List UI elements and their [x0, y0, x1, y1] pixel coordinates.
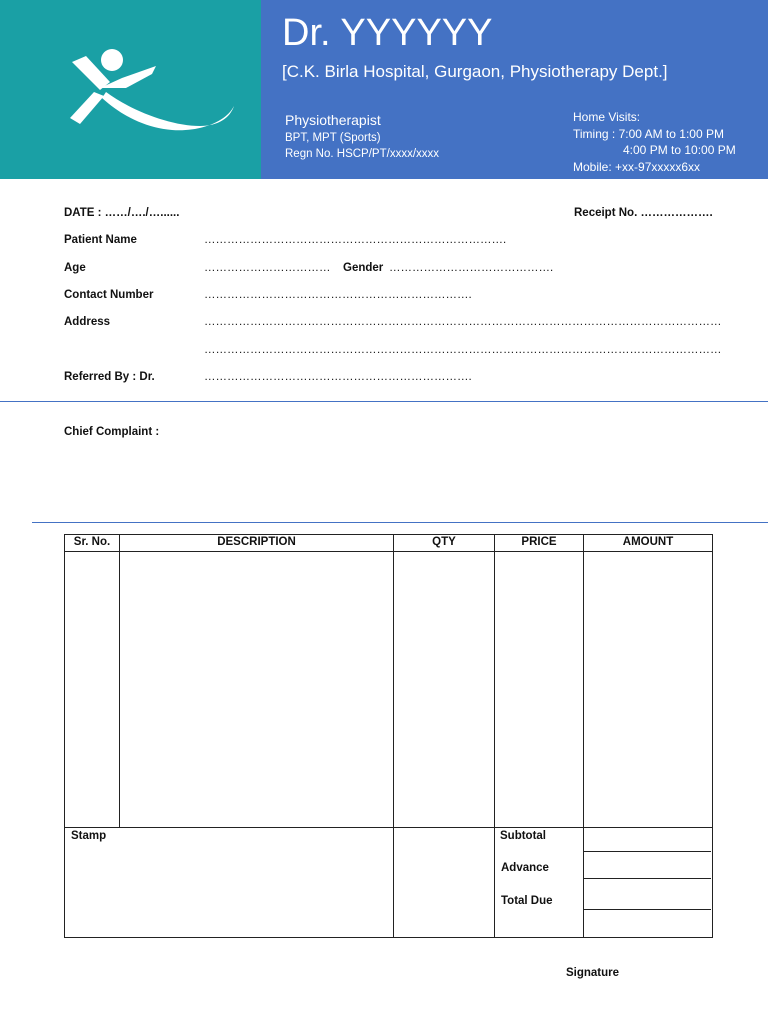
- signature-label: Signature: [566, 967, 620, 979]
- referred-by-label: Referred By : Dr.: [64, 371, 155, 383]
- hospital-name: [C.K. Birla Hospital, Gurgaon, Physiotherapy Dept.]: [282, 62, 668, 81]
- date-field[interactable]: DATE : ……/…./…......: [64, 207, 180, 219]
- gender-label: Gender: [343, 262, 384, 274]
- billing-table: [64, 534, 713, 938]
- patient-name-label: Patient Name: [64, 234, 137, 246]
- doctor-qualifications: BPT, MPT (Sports): [285, 132, 381, 144]
- address-field-line1[interactable]: ………………………………………………………………………………………………………………………: [204, 316, 722, 328]
- header-qty: QTY: [432, 536, 456, 548]
- stamp-label: Stamp: [71, 830, 107, 842]
- header-price: PRICE: [521, 536, 557, 548]
- age-field[interactable]: ……………………………: [204, 262, 331, 274]
- total-due-amount-field[interactable]: [583, 909, 711, 910]
- header-amount: AMOUNT: [622, 536, 674, 548]
- gender-field[interactable]: …………………………………….: [389, 262, 554, 274]
- table-footer-rule: [65, 827, 712, 828]
- total-due-label: Total Due: [501, 895, 553, 907]
- receipt-number-field[interactable]: Receipt No. ……………….: [574, 207, 713, 219]
- timing-evening: 4:00 PM to 10:00 PM: [623, 143, 736, 157]
- letterhead: [0, 0, 768, 179]
- referred-by-field[interactable]: …………………………………………………………….: [204, 371, 472, 383]
- subtotal-label: Subtotal: [500, 830, 546, 842]
- age-label: Age: [64, 262, 86, 274]
- subtotal-amount-field[interactable]: [583, 851, 711, 852]
- doctor-role: Physiotherapist: [285, 112, 381, 128]
- chief-complaint-label: Chief Complaint :: [64, 426, 160, 438]
- advance-label: Advance: [501, 862, 549, 874]
- registration-number: Regn No. HSCP/PT/xxxx/xxxx: [285, 148, 440, 160]
- doctor-info-panel: [261, 0, 768, 179]
- section-divider: [32, 522, 768, 523]
- patient-name-field[interactable]: …………………………………………………………………….: [204, 234, 507, 246]
- section-divider: [0, 401, 768, 402]
- address-field-line2[interactable]: ………………………………………………………………………………………………………………………: [204, 344, 722, 356]
- table-header-rule: [65, 551, 712, 552]
- column-divider: [119, 535, 120, 827]
- doctor-name: Dr. YYYYYY: [282, 12, 493, 54]
- contact-number-label: Contact Number: [64, 289, 154, 301]
- column-divider: [583, 535, 584, 937]
- header-sr-no: Sr. No.: [73, 536, 111, 548]
- mobile-number: Mobile: +xx-97xxxxx6xx: [573, 160, 701, 174]
- logo-panel: [0, 0, 261, 179]
- header-description: DESCRIPTION: [217, 536, 296, 548]
- column-divider: [494, 535, 495, 937]
- home-visits-title: Home Visits:: [573, 110, 641, 124]
- person-swoosh-icon: [60, 40, 240, 140]
- advance-amount-field[interactable]: [583, 878, 711, 879]
- address-label: Address: [64, 316, 111, 328]
- timing-morning: Timing : 7:00 AM to 1:00 PM: [573, 127, 724, 141]
- contact-number-field[interactable]: …………………………………………………………….: [204, 289, 472, 301]
- column-divider: [393, 535, 394, 937]
